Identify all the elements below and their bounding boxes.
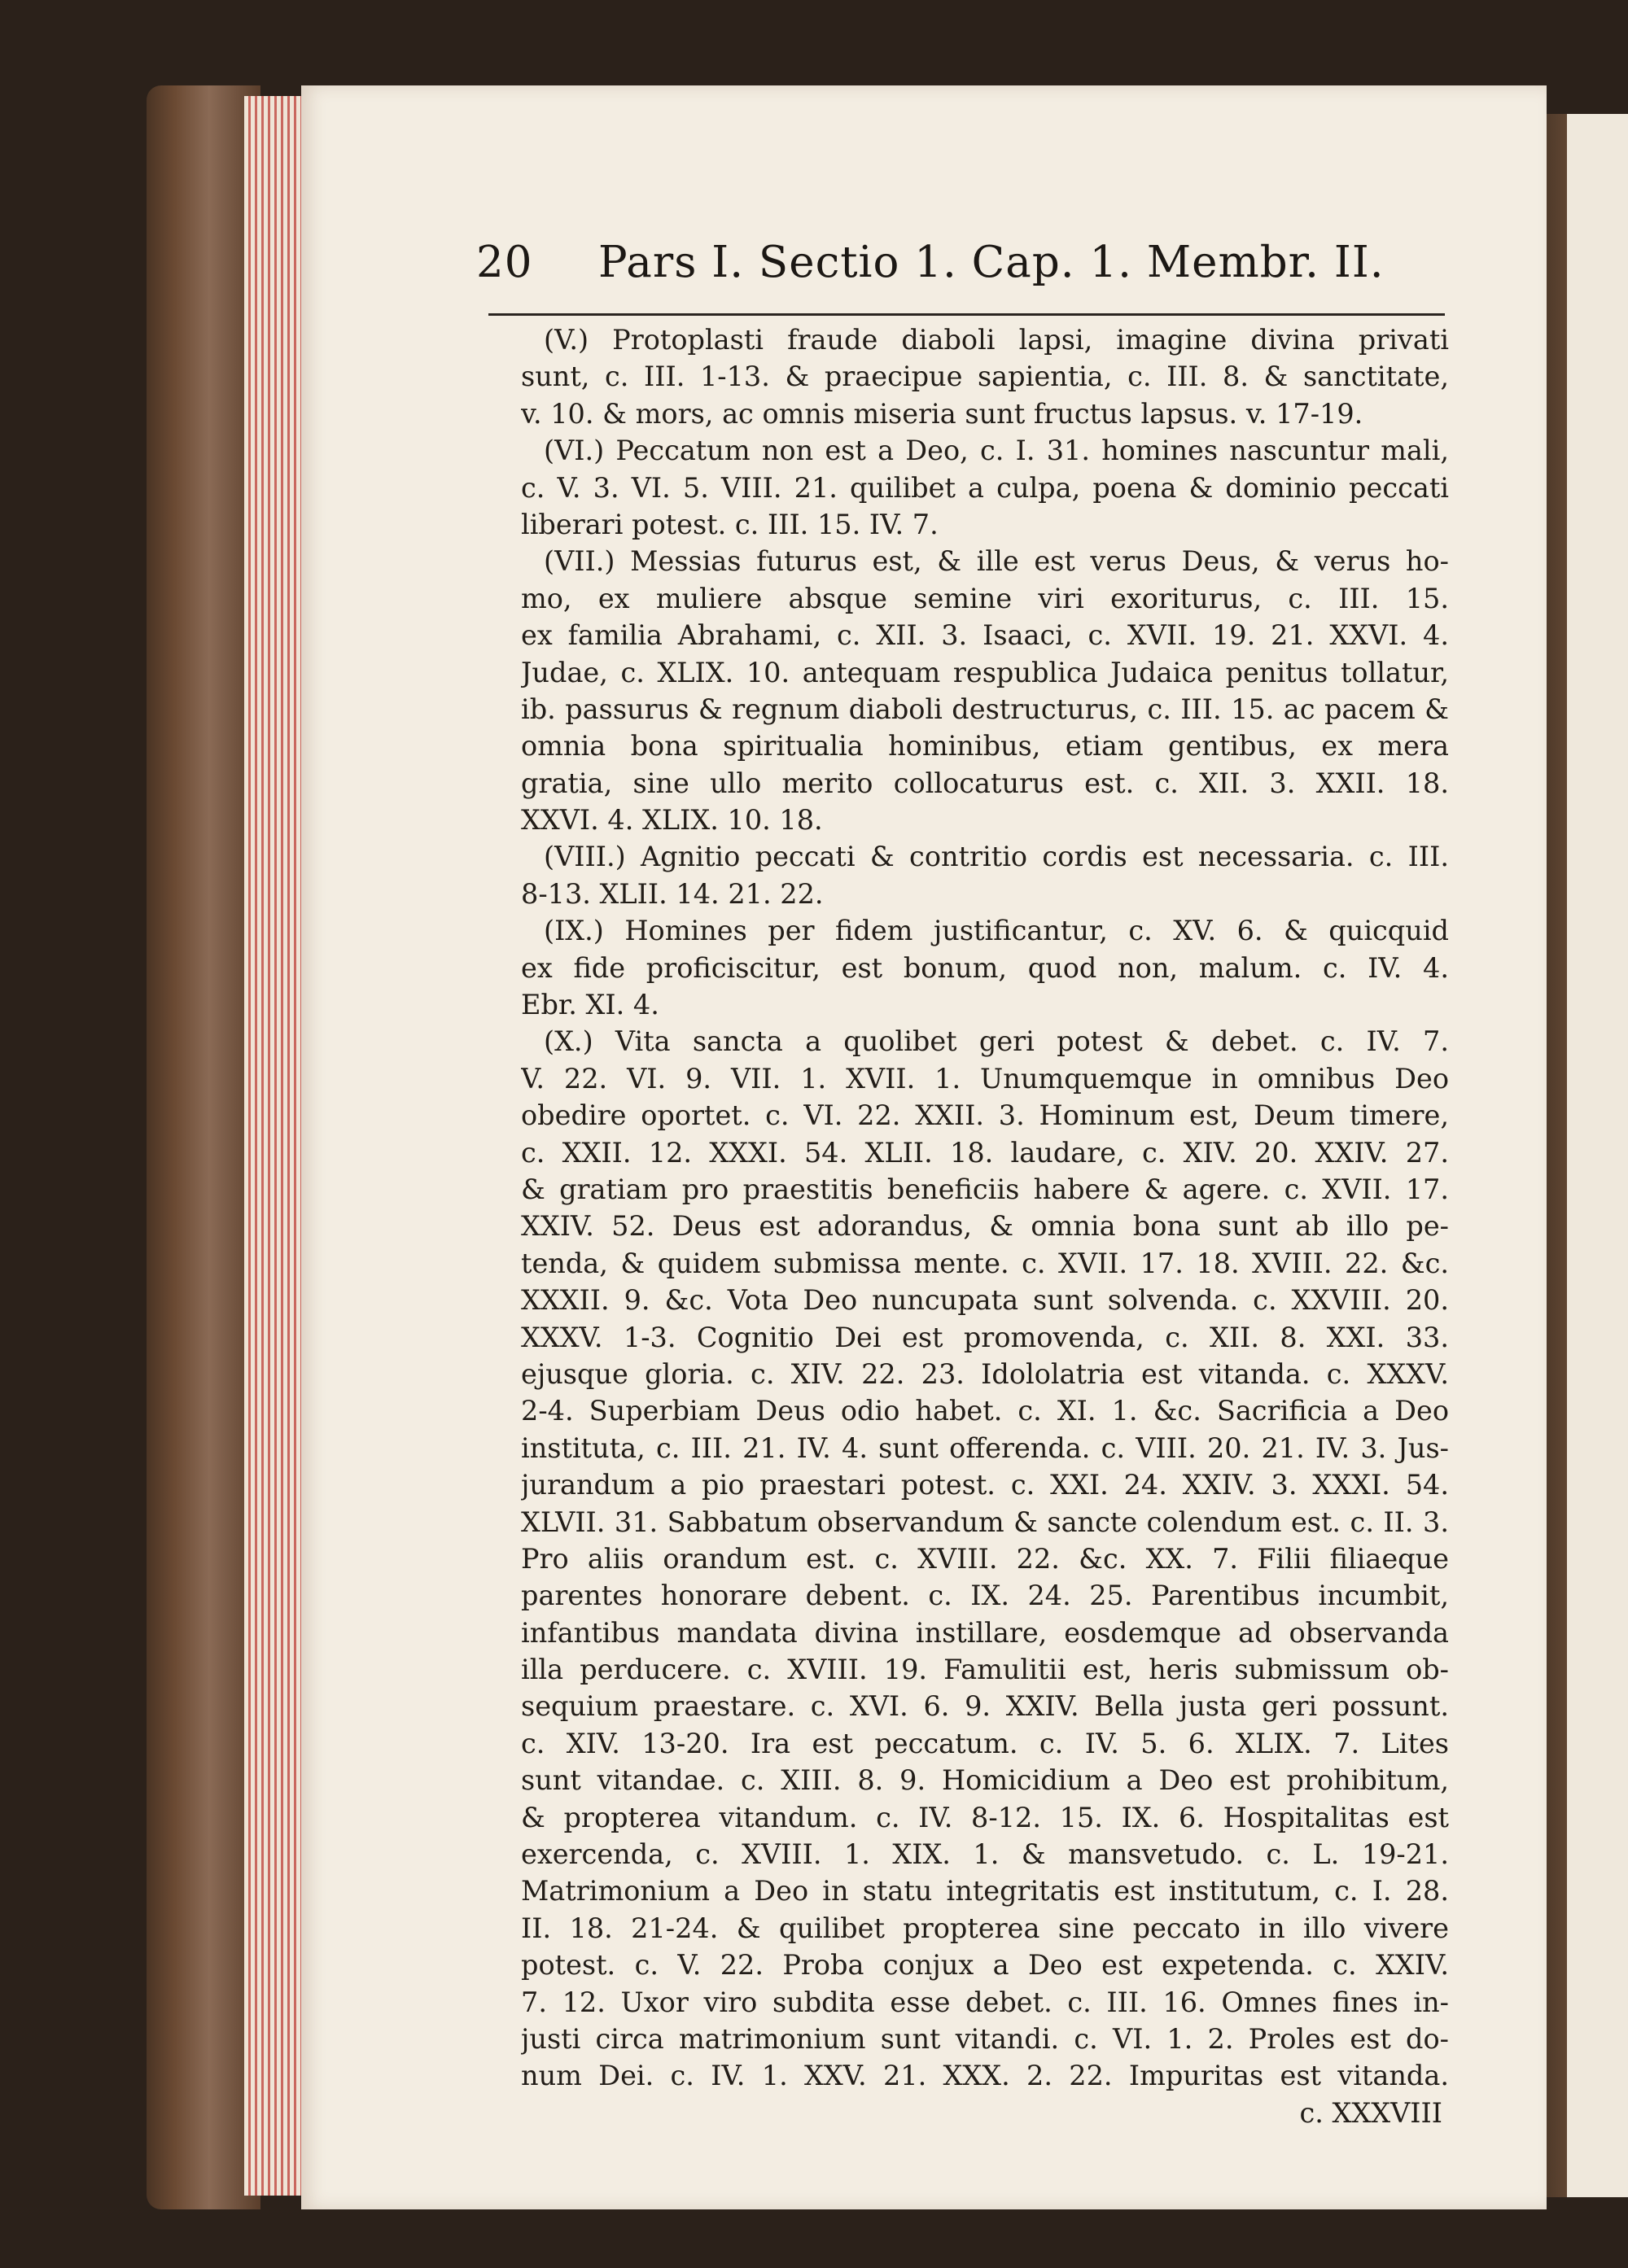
- text-line: justi circa matrimonium sunt vitandi. c. VI. 1. 2. Proles est do-: [521, 2022, 1449, 2055]
- text-line: instituta, c. III. 21. IV. 4. sunt offerenda. c. VIII. 20. 21. IV. 3. Jus-: [521, 1431, 1449, 1464]
- text-line: XXIV. 52. Deus est adorandus, & omnia bona sunt ab illo pe-: [521, 1210, 1449, 1243]
- text-line: c. XIV. 13-20. Ira est peccatum. c. IV. 5. 6. XLIX. 7. Lites: [521, 1727, 1449, 1759]
- text-line: v. 10. & mors, ac omnis miseria sunt fructus lapsus. v. 17-19.: [521, 397, 1363, 430]
- text-line: infantibus mandata divina instillare, eosdemque ad observanda: [521, 1616, 1449, 1649]
- header-rule: [488, 313, 1445, 316]
- text-line: liberari potest. c. III. 15. IV. 7.: [521, 508, 939, 540]
- text-line: (IX.) Homines per fidem justificantur, c. XV. 6. & quicquid: [544, 915, 1449, 947]
- text-line: parentes honorare debent. c. IX. 24. 25. Parentibus incumbit,: [521, 1580, 1449, 1612]
- text-line: XXXV. 1-3. Cognitio Dei est promovenda, c. XII. 8. XXI. 33.: [521, 1321, 1449, 1353]
- text-line: obedire oportet. c. VI. 22. XXII. 3. Hominum est, Deum timere,: [521, 1099, 1449, 1132]
- text-line: V. 22. VI. 9. VII. 1. XVII. 1. Unumquemque in omnibus Deo: [521, 1062, 1449, 1095]
- text-line: ib. passurus & regnum diaboli destructurus, c. III. 15. ac pacem &: [521, 693, 1449, 725]
- page-number: 20: [476, 238, 533, 287]
- text-line: exercenda, c. XVIII. 1. XIX. 1. & mansvetudo. c. L. 19-21.: [521, 1838, 1449, 1871]
- text-line: (VIII.) Agnitio peccati & contritio cordis est necessaria. c. III.: [544, 841, 1449, 873]
- text-line: potest. c. V. 22. Proba conjux a Deo est expetenda. c. XXIV.: [521, 1949, 1449, 1982]
- page-header: [476, 238, 1453, 303]
- text-line: c. V. 3. VI. 5. VIII. 21. quilibet a culpa, poena & dominio peccati: [521, 471, 1449, 504]
- left-binding: [147, 85, 260, 2209]
- text-line: omnia bona spiritualia hominibus, etiam gentibus, ex mera: [521, 730, 1449, 763]
- text-line: Pro aliis orandum est. c. XVIII. 22. &c. XX. 7. Filii filiaeque: [521, 1542, 1449, 1575]
- text-line: (VI.) Peccatum non est a Deo, c. I. 31. homines nascuntur mali,: [544, 435, 1449, 467]
- text-line: (V.) Protoplasti fraude diaboli lapsi, imagine divina privati: [544, 324, 1449, 356]
- text-line: XLVII. 31. Sabbatum observandum & sancte colendum est. c. II. 3.: [521, 1505, 1449, 1538]
- text-line: 2-4. Superbiam Deus odio habet. c. XI. 1. &c. Sacrificia a Deo: [521, 1395, 1449, 1427]
- text-line: & propterea vitandum. c. IV. 8-12. 15. IX. 6. Hospitalitas est: [521, 1801, 1449, 1833]
- text-line: (X.) Vita sancta a quolibet geri potest & debet. c. IV. 7.: [544, 1025, 1449, 1058]
- text-line: sunt vitandae. c. XIII. 8. 9. Homicidium a Deo est prohibitum,: [521, 1764, 1449, 1797]
- text-line: XXVI. 4. XLIX. 10. 18.: [521, 804, 823, 837]
- text-line: ejusque gloria. c. XIV. 22. 23. Idololatria est vitanda. c. XXXV.: [521, 1357, 1449, 1390]
- text-line: (VII.) Messias futurus est, & ille est verus Deus, & verus ho-: [544, 545, 1449, 578]
- text-line: c. XXII. 12. XXXI. 54. XLII. 18. laudare, c. XIV. 20. XXIV. 27.: [521, 1136, 1449, 1169]
- body-text: [521, 321, 1449, 2131]
- text-line: XXXII. 9. &c. Vota Deo nuncupata sunt solvenda. c. XXVIII. 20.: [521, 1284, 1449, 1317]
- text-line: 8-13. XLII. 14. 21. 22.: [521, 877, 824, 910]
- text-line: c. XXXVIII: [1299, 2096, 1442, 2129]
- text-line: mo, ex muliere absque semine viri exoriturus, c. III. 15.: [521, 582, 1449, 614]
- running-title: Pars I. Sectio 1. Cap. 1. Membr. II.: [598, 238, 1385, 287]
- text-line: & gratiam pro praestitis beneficiis habere & agere. c. XVII. 17.: [521, 1173, 1449, 1205]
- facing-page-edge: [1567, 114, 1628, 2197]
- text-line: illa perducere. c. XVIII. 19. Famulitii est, heris submissum ob-: [521, 1654, 1449, 1686]
- text-line: Ebr. XI. 4.: [521, 989, 659, 1021]
- text-line: Matrimonium a Deo in statu integritatis est institutum, c. I. 28.: [521, 1875, 1449, 1907]
- text-line: num Dei. c. IV. 1. XXV. 21. XXX. 2. 22. Impuritas est vitanda.: [521, 2060, 1449, 2092]
- text-line: sunt, c. III. 1-13. & praecipue sapientia, c. III. 8. & sanctitate,: [521, 361, 1449, 393]
- text-line: jurandum a pio praestari potest. c. XXI. 24. XXIV. 3. XXXI. 54.: [521, 1469, 1449, 1501]
- text-line: gratia, sine ullo merito collocaturus est. c. XII. 3. XXII. 18.: [521, 767, 1449, 799]
- text-line: ex familia Abrahami, c. XII. 3. Isaaci, c. XVII. 19. 21. XXVI. 4.: [521, 619, 1449, 652]
- text-line: sequium praestare. c. XVI. 6. 9. XXIV. Bella justa geri possunt.: [521, 1690, 1449, 1723]
- text-line: tenda, & quidem submissa mente. c. XVII. 17. 18. XVIII. 22. &c.: [521, 1247, 1449, 1279]
- text-line: II. 18. 21-24. & quilibet propterea sine peccato in illo vivere: [521, 1912, 1449, 1944]
- text-line: ex fide proficiscitur, est bonum, quod non, malum. c. IV. 4.: [521, 951, 1449, 984]
- text-line: 7. 12. Uxor viro subdita esse debet. c. III. 16. Omnes fines in-: [521, 1986, 1449, 2018]
- text-line: Judae, c. XLIX. 10. antequam respublica Judaica penitus tollatur,: [521, 656, 1449, 688]
